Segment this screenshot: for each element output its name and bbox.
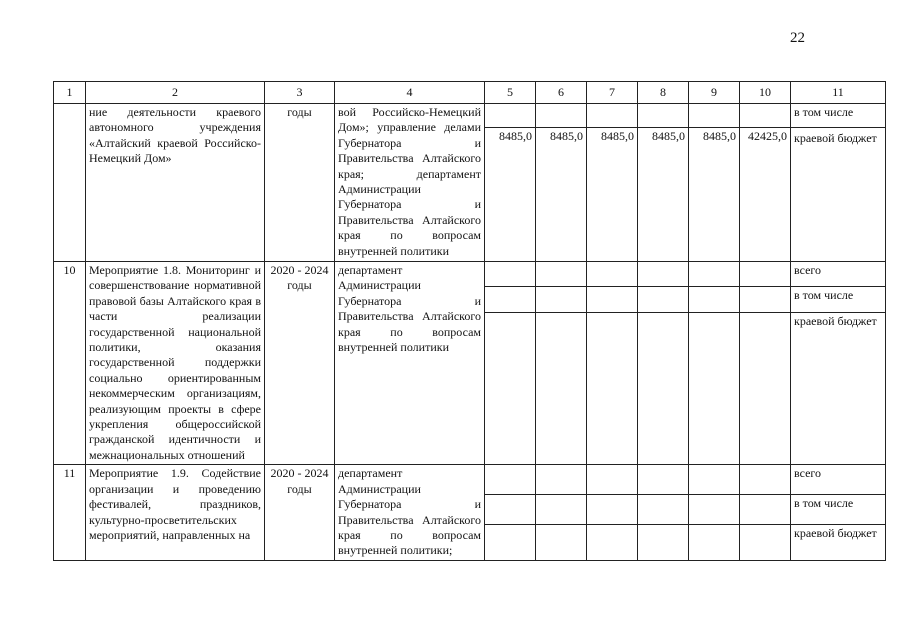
value-cell xyxy=(536,465,587,494)
col-header: 11 xyxy=(791,82,886,104)
col-header: 3 xyxy=(265,82,335,104)
value-cell xyxy=(638,104,689,128)
value-cell xyxy=(485,104,536,128)
activity-description: Мероприятие 1.9. Содействие организации и проведению фестивалей, праздников, культурно-просветительских мероприятий, направленных на xyxy=(86,465,265,560)
activity-executor: департамент Администрации Губернатора и Правительства Алтайского края по вопросам внутренней политики xyxy=(335,262,485,465)
activity-period: 2020 - 2024 годы xyxy=(265,465,335,560)
value-cell: 42425,0 xyxy=(740,128,791,262)
activity-executor: вой Российско-Немецкий Дом»; управление делами Губернатора и Правительства Алтайского края; департамент Администрации Губернатора и Правительства Алтайского края по вопросам внутренней политики xyxy=(335,104,485,262)
value-cell xyxy=(740,262,791,287)
value-cell xyxy=(638,525,689,560)
activity-description: ние деятельности краевого автономного учреждения «Алтайский краевой Российско-Немецкий Дом» xyxy=(86,104,265,262)
value-cell xyxy=(536,313,587,465)
row-number: 10 xyxy=(54,262,86,465)
value-cell xyxy=(485,465,536,494)
value-cell xyxy=(740,494,791,525)
value-cell xyxy=(689,104,740,128)
activity-period: 2020 - 2024 годы xyxy=(265,262,335,465)
value-cell xyxy=(485,494,536,525)
value-cell xyxy=(536,262,587,287)
activity-period: годы xyxy=(265,104,335,262)
value-cell xyxy=(638,494,689,525)
value-cell: 8485,0 xyxy=(485,128,536,262)
value-cell xyxy=(485,287,536,313)
row-number: 11 xyxy=(54,465,86,560)
value-cell xyxy=(689,262,740,287)
col-header: 9 xyxy=(689,82,740,104)
header-row xyxy=(54,82,886,104)
funding-source: в том числе xyxy=(791,494,886,525)
row-number xyxy=(54,104,86,262)
value-cell xyxy=(740,287,791,313)
value-cell xyxy=(485,525,536,560)
program-activities-table xyxy=(53,81,886,561)
value-cell xyxy=(536,287,587,313)
funding-source: краевой бюджет xyxy=(791,128,886,262)
funding-source: краевой бюджет xyxy=(791,313,886,465)
activity-description: Мероприятие 1.8. Мониторинг и совершенствование нормативной правовой базы Алтайского края в части реализации государственной национальной политики, оказания государственной поддержки социально ориентированным некоммерческим организациям, реализующим проекты в сфере укрепления общероссийской гражданской идентичности и межнациональных отношений xyxy=(86,262,265,465)
funding-source: в том числе xyxy=(791,104,886,128)
value-cell xyxy=(536,494,587,525)
value-cell xyxy=(485,313,536,465)
value-cell xyxy=(740,465,791,494)
table-row xyxy=(54,104,886,128)
page-number: 22 xyxy=(790,30,805,46)
funding-source: всего xyxy=(791,262,886,287)
col-header: 7 xyxy=(587,82,638,104)
value-cell xyxy=(638,262,689,287)
value-cell xyxy=(638,465,689,494)
col-header: 5 xyxy=(485,82,536,104)
value-cell xyxy=(689,465,740,494)
col-header: 4 xyxy=(335,82,485,104)
table-row xyxy=(54,262,886,287)
value-cell xyxy=(587,525,638,560)
value-cell xyxy=(587,465,638,494)
value-cell xyxy=(740,313,791,465)
col-header: 1 xyxy=(54,82,86,104)
value-cell xyxy=(740,525,791,560)
col-header: 8 xyxy=(638,82,689,104)
value-cell xyxy=(587,313,638,465)
value-cell: 8485,0 xyxy=(638,128,689,262)
value-cell: 8485,0 xyxy=(587,128,638,262)
funding-source: всего xyxy=(791,465,886,494)
value-cell xyxy=(638,313,689,465)
value-cell: 8485,0 xyxy=(689,128,740,262)
value-cell xyxy=(689,287,740,313)
value-cell xyxy=(587,262,638,287)
value-cell xyxy=(536,525,587,560)
value-cell xyxy=(689,525,740,560)
value-cell xyxy=(587,287,638,313)
value-cell xyxy=(689,313,740,465)
col-header: 10 xyxy=(740,82,791,104)
value-cell xyxy=(587,104,638,128)
value-cell xyxy=(485,262,536,287)
value-cell xyxy=(740,104,791,128)
activity-executor: департамент Администрации Губернатора и Правительства Алтайского края по вопросам внутренней политики; xyxy=(335,465,485,560)
funding-source: краевой бюджет xyxy=(791,525,886,560)
value-cell xyxy=(638,287,689,313)
col-header: 6 xyxy=(536,82,587,104)
col-header: 2 xyxy=(86,82,265,104)
value-cell xyxy=(587,494,638,525)
value-cell xyxy=(536,104,587,128)
value-cell xyxy=(689,494,740,525)
table-row xyxy=(54,465,886,494)
funding-source: в том числе xyxy=(791,287,886,313)
value-cell: 8485,0 xyxy=(536,128,587,262)
